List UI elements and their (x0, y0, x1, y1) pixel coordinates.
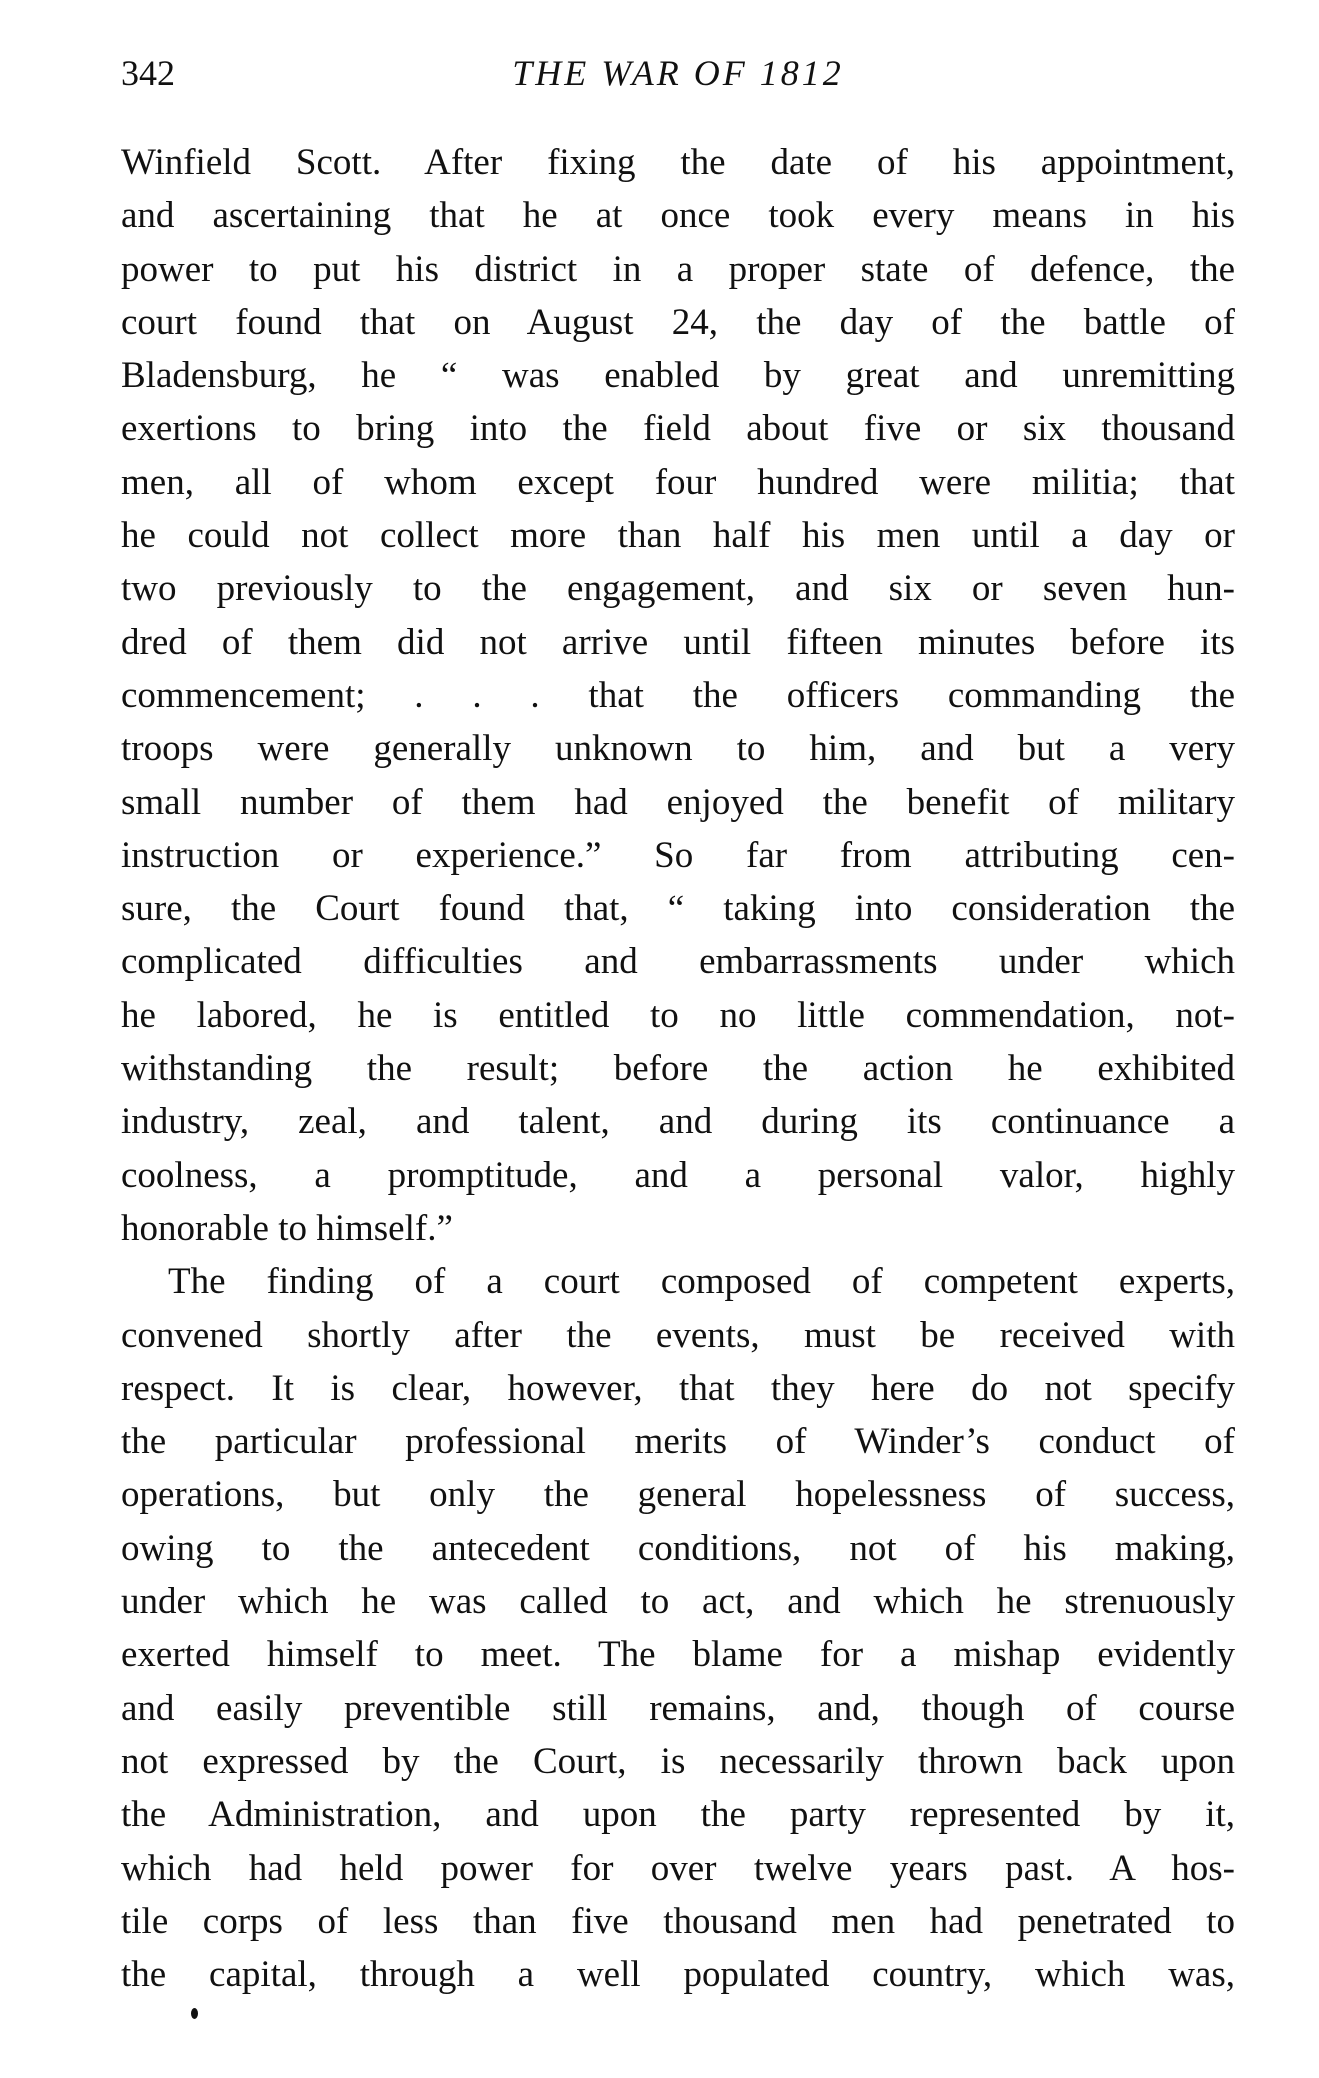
text-line: and easily preventible still remains, and, though of course (121, 1687, 1235, 1729)
page-header (121, 52, 1235, 100)
text-line: the particular professional merits of Winder’s conduct of (121, 1421, 1235, 1463)
text-line: exertions to bring into the field about five or six thousand (121, 408, 1235, 450)
text-line: withstanding the result; before the action he exhibited (121, 1048, 1235, 1090)
text-line: troops were generally unknown to him, and but a very (121, 728, 1235, 770)
text-line: coolness, a promptitude, and a personal valor, highly (121, 1154, 1235, 1196)
text-line: Bladensburg, he “ was enabled by great and unremitting (121, 355, 1235, 397)
text-line: under which he was called to act, and which he strenuously (121, 1581, 1235, 1623)
text-line: the capital, through a well populated country, which was, (121, 1954, 1235, 1996)
text-line: The finding of a court composed of competent experts, (168, 1261, 1235, 1303)
text-line: sure, the Court found that, “ taking into consideration the (121, 888, 1235, 930)
text-line: he labored, he is entitled to no little commendation, not- (121, 994, 1235, 1036)
text-line: commencement; . . . that the officers commanding the (121, 674, 1235, 716)
text-line: honorable to himself.” (121, 1207, 453, 1249)
text-line: and ascertaining that he at once took every means in his (121, 195, 1235, 237)
text-line: two previously to the engagement, and six or seven hun- (121, 568, 1235, 610)
text-line: he could not collect more than half his men until a day or (121, 515, 1235, 557)
text-line: complicated difficulties and embarrassments under which (121, 941, 1235, 983)
text-line: court found that on August 24, the day of the battle of (121, 301, 1235, 343)
running-title: THE WAR OF 1812 (512, 53, 844, 93)
text-line: instruction or experience.” So far from attributing cen- (121, 834, 1235, 876)
text-line: convened shortly after the events, must be received with (121, 1314, 1235, 1356)
text-line: dred of them did not arrive until fifteen minutes before its (121, 621, 1235, 663)
text-line: not expressed by the Court, is necessarily thrown back upon (121, 1740, 1235, 1782)
text-line: operations, but only the general hopelessness of success, (121, 1474, 1235, 1516)
text-line: exerted himself to meet. The blame for a mishap evidently (121, 1634, 1235, 1676)
text-line: industry, zeal, and talent, and during its continuance a (121, 1101, 1235, 1143)
text-line: owing to the antecedent conditions, not of his making, (121, 1527, 1235, 1569)
text-line: small number of them had enjoyed the benefit of military (121, 781, 1235, 823)
ink-speck (191, 2008, 198, 2019)
text-line: tile corps of less than five thousand men had penetrated to (121, 1900, 1235, 1942)
text-line: Winfield Scott. After fixing the date of his appointment, (121, 142, 1235, 183)
text-line: respect. It is clear, however, that they here do not specify (121, 1367, 1235, 1409)
page-number: 342 (121, 53, 175, 93)
text-line: power to put his district in a proper state of defence, the (121, 248, 1235, 290)
paragraph (121, 136, 1235, 1255)
text-line: men, all of whom except four hundred were militia; that (121, 461, 1235, 503)
paragraph (121, 1255, 1235, 2001)
page-body (121, 136, 1235, 2001)
text-line: the Administration, and upon the party represented by it, (121, 1794, 1235, 1836)
text-line: which had held power for over twelve years past. A hos- (121, 1847, 1235, 1889)
